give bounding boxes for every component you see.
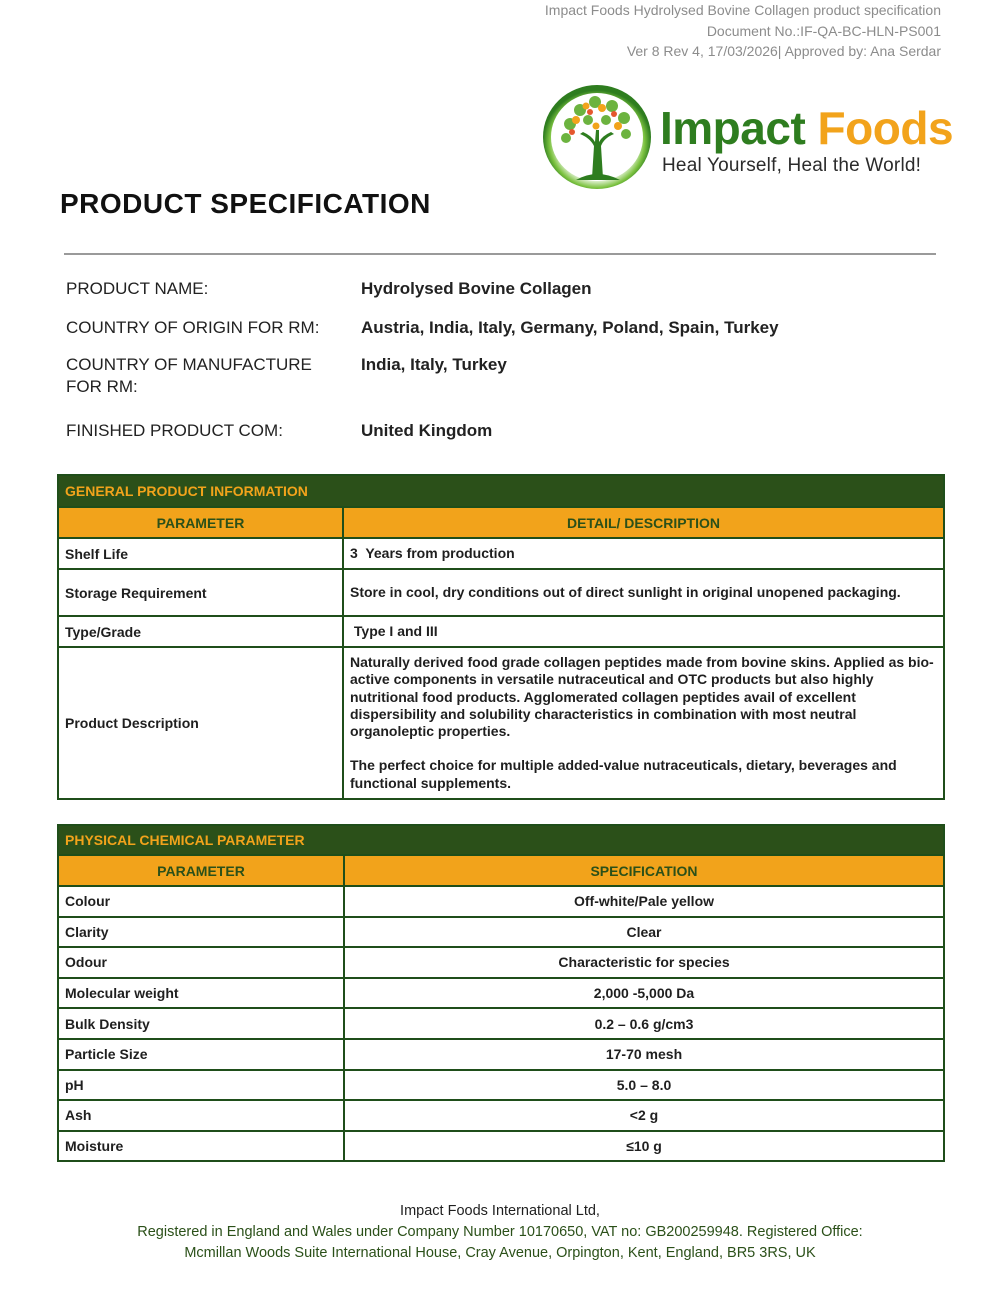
- general-section-title: GENERAL PRODUCT INFORMATION: [58, 475, 944, 507]
- type-grade-label: Type/Grade: [58, 616, 343, 647]
- parameter-cell: Colour: [58, 886, 344, 917]
- footer-address: Mcmillan Woods Suite International House, Cray Avenue, Orpington, Kent, England, BR5 3RS, UK: [184, 1245, 816, 1261]
- tree-logo-icon: [540, 80, 654, 194]
- manufacture-value: India, Italy, Turkey: [361, 355, 507, 374]
- document-header: [545, 0, 941, 62]
- specification-cell: 2,000 -5,000 Da: [344, 978, 944, 1009]
- specification-cell: Clear: [344, 917, 944, 948]
- document-number-line: Document No.:IF-QA-BC-HLN-PS001: [706, 22, 941, 39]
- physical-chemical-table: [57, 824, 945, 1162]
- column-header-parameter: PARAMETER: [58, 507, 343, 538]
- parameter-cell: Clarity: [58, 917, 344, 948]
- column-header-detail: DETAIL/ DESCRIPTION: [343, 507, 944, 538]
- document-version-line: Ver 8 Rev 4, 17/03/2026| Approved by: Ana Serdar: [626, 43, 941, 59]
- parameter-cell: Molecular weight: [58, 978, 344, 1009]
- brand-name: [660, 100, 953, 156]
- specification-cell: Off-white/Pale yellow: [344, 886, 944, 917]
- origin-label: COUNTRY OF ORIGIN FOR RM:: [66, 318, 320, 337]
- product-description-paragraph-1: Naturally derived food grade collagen peptides made from bovine skins. Applied as bio-active components in versatile nutraceutical and OTC products but also highly nutritional food products. Agglomerated collagen peptides avail of excellent dispersibility and solubility characteristics in combination with most neutral organoleptic properties.: [350, 654, 934, 740]
- table-row: [58, 917, 944, 948]
- table-row: [58, 1070, 944, 1101]
- brand-name-foods: Foods: [817, 102, 954, 154]
- storage-label: Storage Requirement: [58, 569, 343, 616]
- table-row: [58, 569, 944, 616]
- footer-company: Impact Foods International Ltd,: [400, 1203, 600, 1219]
- manufacture-label-line1: COUNTRY OF MANUFACTURE: [66, 355, 312, 374]
- product-name-label: PRODUCT NAME:: [66, 279, 209, 298]
- table-row: [58, 978, 944, 1009]
- parameter-cell: pH: [58, 1070, 344, 1101]
- document-title-line: Impact Foods Hydrolysed Bovine Collagen product specification: [544, 2, 941, 18]
- brand-name-impact: Impact: [660, 102, 806, 154]
- manufacture-label: [66, 354, 312, 398]
- table-row: [58, 538, 944, 569]
- brand-tagline: Heal Yourself, Heal the World!: [662, 155, 922, 176]
- parameter-cell: Ash: [58, 1100, 344, 1131]
- table-row: [58, 616, 944, 647]
- product-description-value: [343, 647, 944, 799]
- table-row: [58, 1008, 944, 1039]
- column-header-parameter: PARAMETER: [58, 855, 344, 886]
- parameter-cell: Particle Size: [58, 1039, 344, 1070]
- page-title: PRODUCT SPECIFICATION: [60, 188, 431, 219]
- com-value: United Kingdom: [361, 421, 493, 440]
- storage-value: Store in cool, dry conditions out of direct sunlight in original unopened packaging.: [343, 569, 944, 616]
- specification-cell: 0.2 – 0.6 g/cm3: [344, 1008, 944, 1039]
- parameter-cell: Odour: [58, 947, 344, 978]
- table-row: [58, 1100, 944, 1131]
- column-header-specification: SPECIFICATION: [344, 855, 944, 886]
- manufacture-label-line2: FOR RM:: [66, 377, 138, 396]
- parameter-cell: Bulk Density: [58, 1008, 344, 1039]
- shelf-life-label: Shelf Life: [58, 538, 343, 569]
- specification-cell: ≤10 g: [344, 1131, 944, 1162]
- divider: [64, 253, 936, 255]
- table-row: [58, 886, 944, 917]
- origin-value: Austria, India, Italy, Germany, Poland, Spain, Turkey: [361, 318, 779, 337]
- product-name-value: Hydrolysed Bovine Collagen: [361, 279, 592, 298]
- general-info-table: [57, 474, 945, 800]
- type-grade-value: Type I and III: [343, 616, 944, 647]
- com-label: FINISHED PRODUCT COM:: [66, 421, 283, 440]
- product-description-label: Product Description: [58, 647, 343, 799]
- parameter-cell: Moisture: [58, 1131, 344, 1162]
- footer-registration: Registered in England and Wales under Company Number 10170650, VAT no: GB200259948. Registered Office:: [137, 1224, 863, 1240]
- company-logo: [540, 80, 954, 194]
- specification-cell: <2 g: [344, 1100, 944, 1131]
- table-row: [58, 947, 944, 978]
- specification-cell: Characteristic for species: [344, 947, 944, 978]
- product-description-paragraph-2: The perfect choice for multiple added-value nutraceuticals, dietary, beverages and functional supplements.: [350, 757, 897, 791]
- specification-cell: 5.0 – 8.0: [344, 1070, 944, 1101]
- specification-cell: 17-70 mesh: [344, 1039, 944, 1070]
- shelf-life-value: 3 Years from production: [343, 538, 944, 569]
- table-row: [58, 1131, 944, 1162]
- table-row: [58, 647, 944, 799]
- footer: [0, 1201, 1000, 1264]
- physical-section-title: PHYSICAL CHEMICAL PARAMETER: [58, 825, 944, 855]
- table-row: [58, 1039, 944, 1070]
